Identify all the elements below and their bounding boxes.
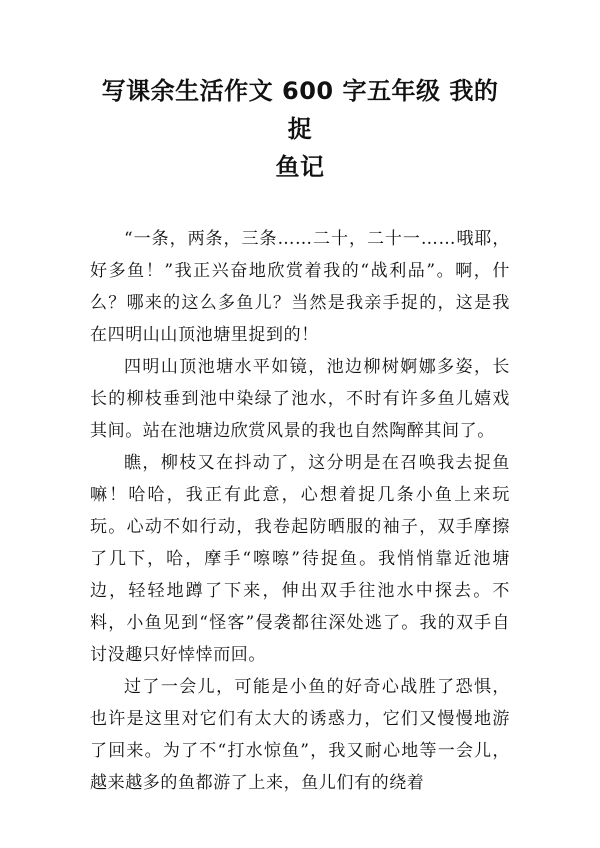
paragraph-1: “一条，两条，三条……二十，二十一……哦耶，好多鱼！”我正兴奋地欣赏着我的“战利品”。啊，什么？哪来的这么多鱼儿？当然是我亲手捉的，这是我在四明山山顶池塘里捉到的！ <box>90 229 510 345</box>
title-line-1: 写课余生活作文 600 字五年级 我的捉 <box>101 77 499 143</box>
document-title <box>90 72 510 186</box>
title-line-2: 鱼记 <box>275 153 325 181</box>
paragraph-3: 瞧，柳枝又在抖动了，这分明是在召唤我去捉鱼嘛！哈哈，我正有此意，心想着捉几条小鱼上来玩玩。心动不如行动，我卷起防晒服的袖子，双手摩擦了几下，哈，摩手“嚓嚓”待捉鱼。我悄悄靠近池塘边，轻轻地蹲了下来，伸出双手往池水中探去。不料，小鱼见到“怪客”侵袭都往深处逃了。我的双手自讨没趣只好悻悻而回。 <box>90 453 510 665</box>
paragraph-4: 过了一会儿，可能是小鱼的好奇心战胜了恐惧，也许是这里对它们有太大的诱惑力，它们又慢慢地游了回来。为了不“打水惊鱼”，我又耐心地等一会儿，越来越多的鱼都游了上来，鱼儿们有的绕着 <box>90 677 510 793</box>
paragraph-2: 四明山顶池塘水平如镜，池边柳树婀娜多姿，长长的柳枝垂到池中染绿了池水，不时有许多鱼儿嬉戏其间。站在池塘边欣赏风景的我也自然陶醉其间了。 <box>90 357 510 441</box>
essay-body <box>90 223 510 799</box>
